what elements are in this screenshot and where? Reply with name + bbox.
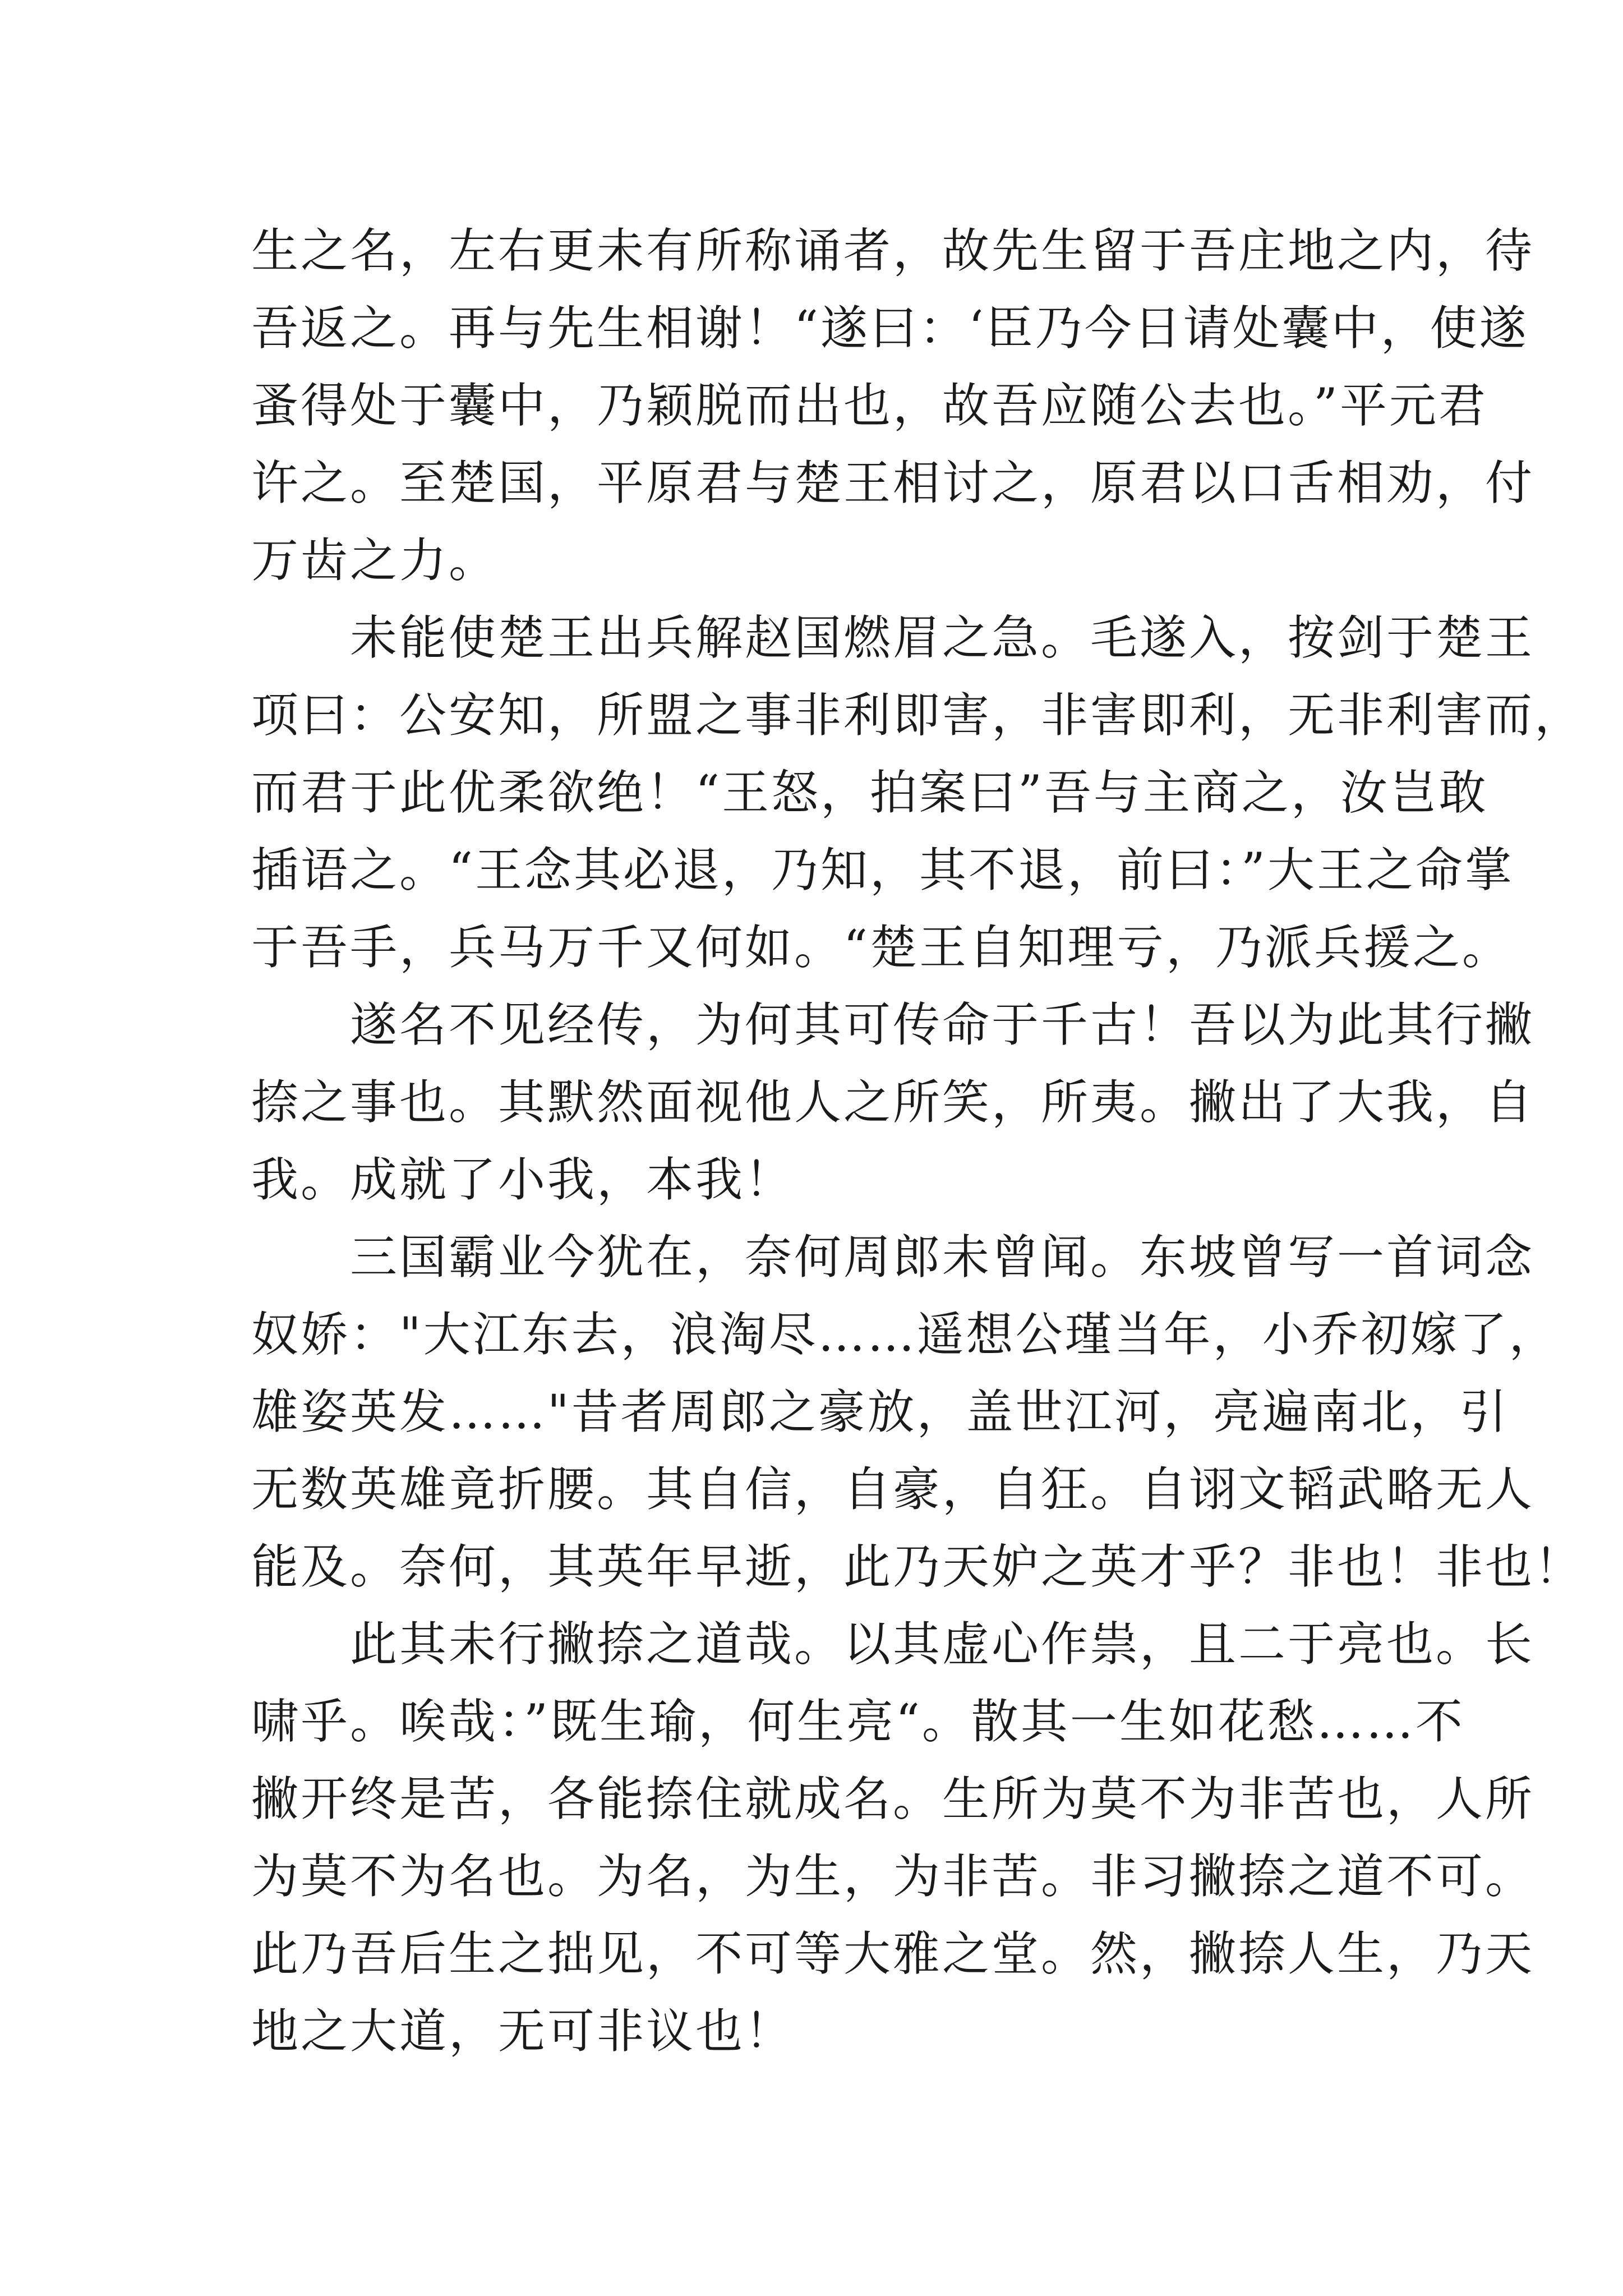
text-line: 吾返之。再与先生相谢！“遂曰：‘臣乃今日请处囊中，使遂 bbox=[251, 301, 1529, 356]
text-line: 此乃吾后生之拙见，不可等大雅之堂。然，撇捺人生，乃天 bbox=[251, 1926, 1535, 1981]
text-line: 插语之。“王念其必退，乃知，其不退，前曰：”大王之命掌 bbox=[251, 843, 1514, 898]
body-text bbox=[251, 212, 1584, 2070]
text-line: 遂名不见经传，为何其可传命于千古！吾以为此其行撇 bbox=[251, 997, 1535, 1052]
text-line: 此其未行撇捺之道哉。以其虚心作祟，且二于亮也。长 bbox=[251, 1617, 1535, 1672]
text-line: 三国霸业今犹在，奈何周郎未曾闻。东坡曾写一首词念 bbox=[251, 1230, 1535, 1285]
text-line: 项曰：公安知，所盟之事非利即害，非害即利，无非利害而， bbox=[251, 688, 1584, 743]
text-line: 为莫不为名也。为名，为生，为非苦。非习撇捺之道不可。 bbox=[251, 1849, 1535, 1904]
text-line: 于吾手，兵马万千又何如。“楚王自知理亏，乃派兵援之。 bbox=[251, 920, 1511, 975]
text-line: 捺之事也。其默然面视他人之所笑，所夷。撇出了大我，自 bbox=[251, 1075, 1535, 1130]
text-line: 啸乎。唉哉：”既生瑜，何生亮“。散其一生如花愁……不 bbox=[251, 1694, 1465, 1749]
text-line: 万齿之力。 bbox=[251, 533, 499, 588]
text-line: 雄姿英发……"昔者周郎之豪放，盖世江河，亮遍南北，引 bbox=[251, 1384, 1509, 1439]
text-line: 未能使楚王出兵解赵国燃眉之急。毛遂入，按剑于楚王 bbox=[251, 610, 1535, 665]
text-line: 能及。奈何，其英年早逝，此乃天妒之英才乎？非也！非也！ bbox=[251, 1539, 1584, 1594]
text-line: 我。成就了小我，本我！ bbox=[251, 1152, 795, 1207]
text-line: 撇开终是苦，各能捺住就成名。生所为莫不为非苦也，人所 bbox=[251, 1772, 1535, 1826]
text-line: 无数英雄竟折腰。其自信，自豪，自狂。自诩文韬武略无人 bbox=[251, 1462, 1535, 1517]
text-line: 而君于此优柔欲绝！“王怒，拍案曰”吾与主商之，汝岂敢 bbox=[251, 765, 1488, 820]
text-line: 许之。至楚国，平原君与楚王相讨之，原君以口舌相劝，付 bbox=[251, 455, 1535, 510]
text-line: 蚤得处于囊中，乃颖脱而出也，故吾应随公去也。”平元君 bbox=[251, 378, 1488, 433]
text-line: 奴娇："大江东去，浪淘尽……遥想公瑾当年，小乔初嫁了， bbox=[251, 1307, 1559, 1362]
text-line: 地之大道，无可非议也！ bbox=[251, 2004, 795, 2059]
text-line: 生之名，左右更未有所称诵者，故先生留于吾庄地之内，待 bbox=[251, 223, 1535, 278]
